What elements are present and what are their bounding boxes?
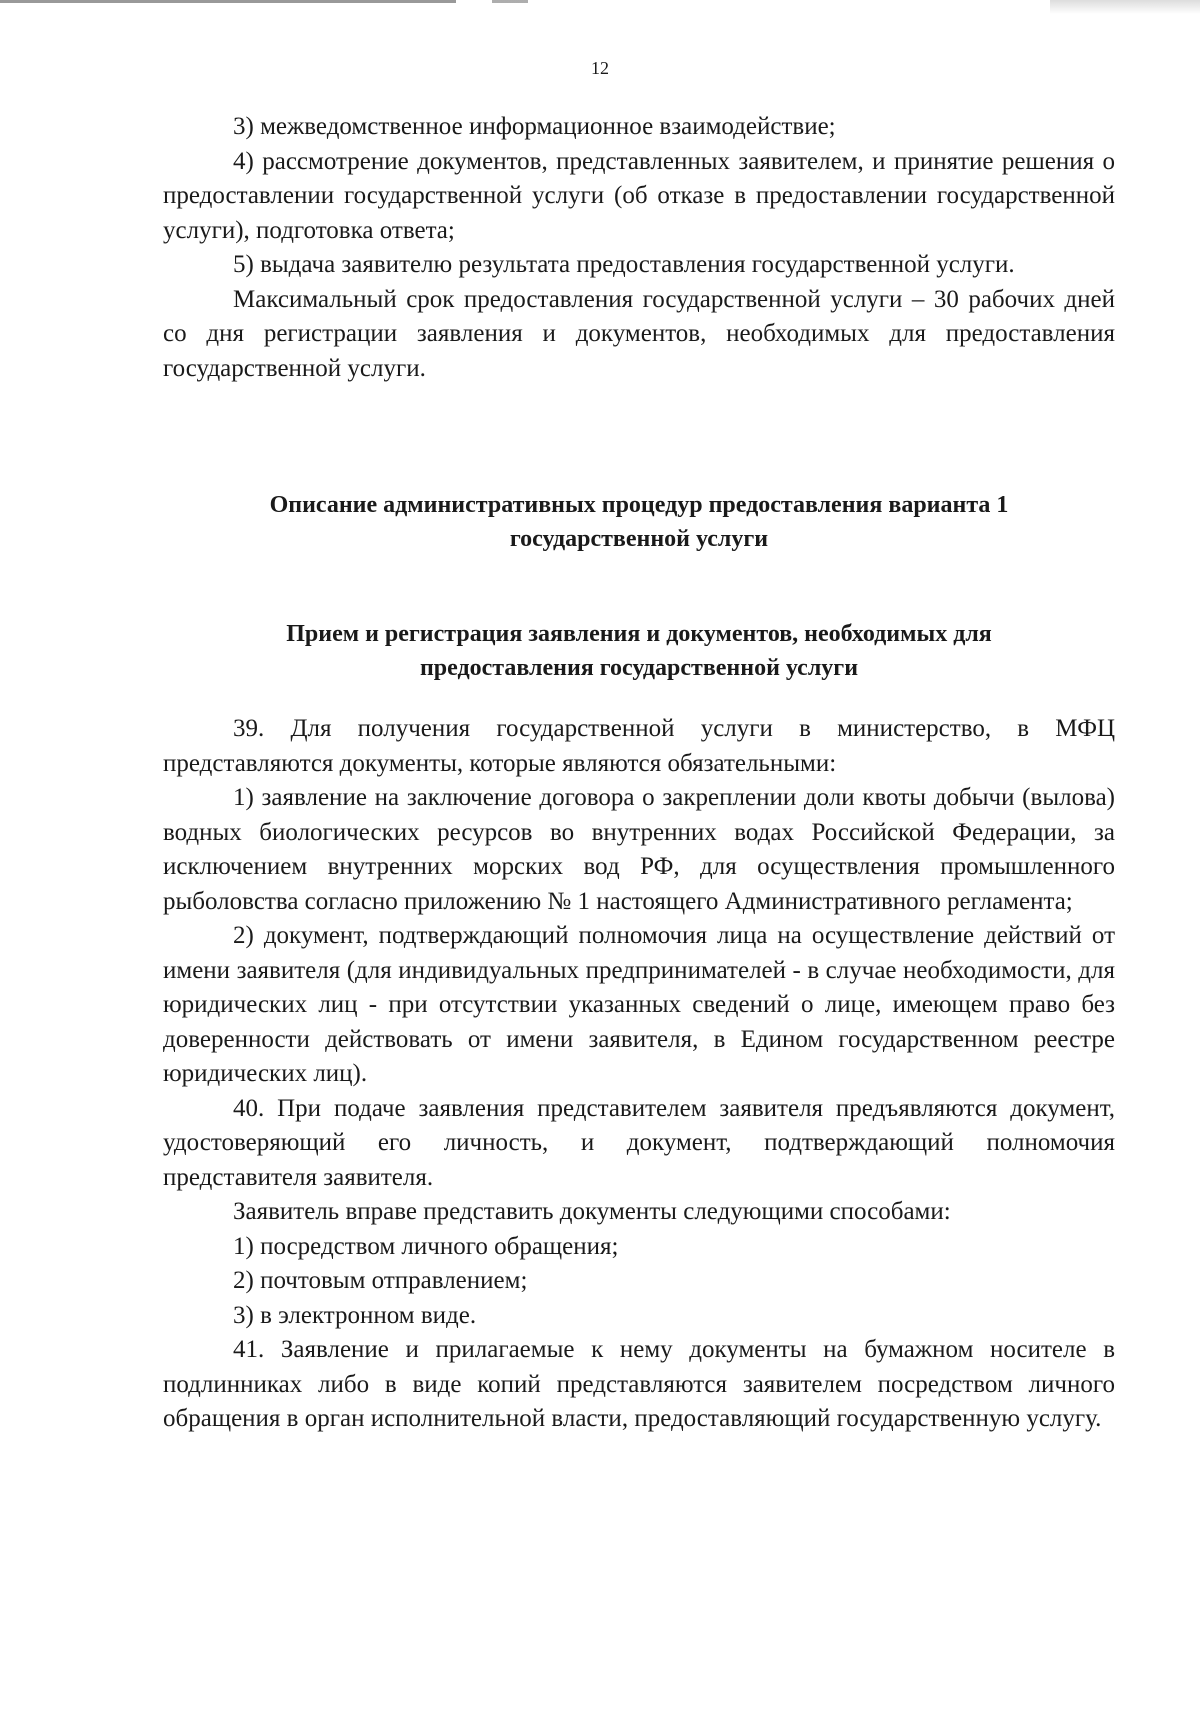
- heading-line: предоставления государственной услуги: [419, 655, 859, 681]
- paragraph-methods-intro: Заявитель вправе представить документы следующими способами:: [233, 1198, 951, 1225]
- paragraph-39: 39. Для получения государственной услуги в министерство, в МФЦ представляются документы, которые являются обязательными:: [163, 715, 1115, 777]
- heading-line: Прием и регистрация заявления и документов, необходимых для: [286, 621, 992, 647]
- paragraph-method-2: 2) почтовым отправлением;: [233, 1267, 528, 1294]
- scan-edge-artifact: [0, 0, 1200, 3]
- top-text-block: [163, 110, 1115, 386]
- paragraph-method-1: 1) посредством личного обращения;: [233, 1232, 619, 1260]
- section-heading-reception: [163, 617, 1115, 685]
- section-heading-description: [163, 488, 1115, 556]
- paragraph-max-term: Максимальный срок предоставления государственной услуги – 30 рабочих дней со дня регистрации заявления и документов, необходимых для предоставления государственной услуги.: [163, 285, 1115, 382]
- paragraph-item-5: 5) выдача заявителю результата предоставления государственной услуги.: [233, 251, 1015, 278]
- paragraph-40: 40. При подаче заявления представителем заявителя предъявляются документ, удостоверяющий его личность, и документ, подтверждающий полномочия представителя заявителя.: [163, 1094, 1115, 1191]
- heading-line: Описание административных процедур предоставления варианта 1: [269, 492, 1009, 518]
- heading-line: государственной услуги: [509, 526, 769, 552]
- page-number: 12: [591, 58, 609, 78]
- scan-smudge-artifact: [1050, 0, 1200, 14]
- bottom-text-block: [163, 712, 1115, 1437]
- paragraph-item-3: 3) межведомственное информационное взаимодействие;: [233, 113, 836, 140]
- paragraph-39-item-1: 1) заявление на заключение договора о закреплении доли квоты добычи (вылова) водных биологических ресурсов во внутренних водах Российской Федерации, за исключением внутренних морских вод РФ, для осуществления промышленного рыболовства согласно приложению № 1 настоящего Административного регламента;: [163, 784, 1115, 915]
- paragraph-41: 41. Заявление и прилагаемые к нему документы на бумажном носителе в подлинниках либо в виде копий представляются заявителем посредством личного обращения в орган исполнительной власти, предоставляющий государственную услугу.: [163, 1336, 1115, 1432]
- paragraph-method-3: 3) в электронном виде.: [233, 1301, 477, 1329]
- paragraph-39-item-2: 2) документ, подтверждающий полномочия лица на осуществление действий от имени заявителя (для индивидуальных предпринимателей - в случае необходимости, для юридических лиц - при отсутствии указанных сведений о лице, имеющем право без доверенности действовать от имени заявителя, в Едином государственном реестре юридических лиц).: [163, 922, 1115, 1087]
- paragraph-item-4: 4) рассмотрение документов, представленных заявителем, и принятие решения о предоставлении государственной услуги (об отказе в предоставлении государственной услуги), подготовка ответа;: [163, 147, 1115, 244]
